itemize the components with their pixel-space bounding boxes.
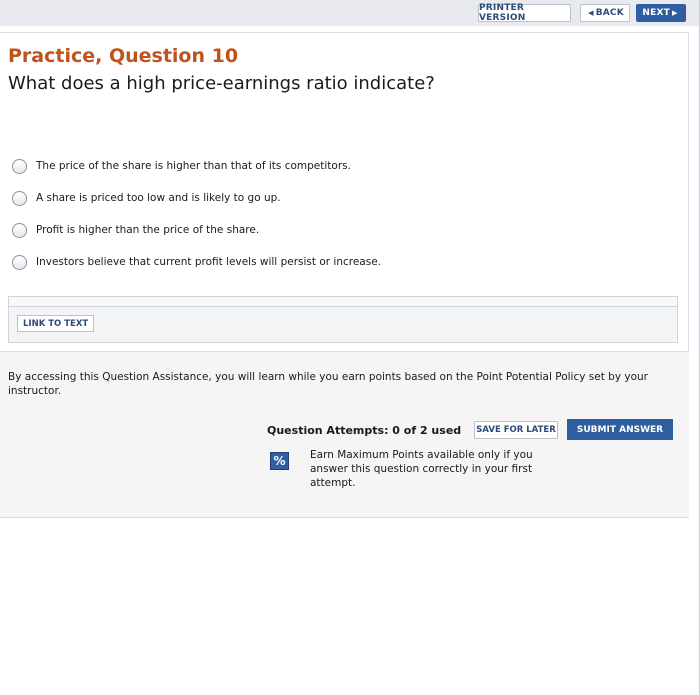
- top-toolbar: [0, 0, 700, 26]
- back-button-label: BACK: [595, 8, 624, 18]
- panel-header-strip: [9, 297, 677, 307]
- link-to-text-button[interactable]: LINK TO TEXT: [17, 315, 94, 332]
- answer-option-label: Investors believe that current profit levels will persist or increase.: [36, 256, 381, 268]
- answer-option[interactable]: [12, 254, 381, 270]
- answer-option[interactable]: [12, 158, 351, 174]
- next-button-label: NEXT: [642, 8, 670, 18]
- answer-option-label: Profit is higher than the price of the share.: [36, 224, 260, 236]
- answer-option-label: The price of the share is higher than that of its competitors.: [36, 160, 351, 172]
- question-title: Practice, Question 10: [8, 45, 239, 67]
- radio-button[interactable]: [12, 191, 27, 206]
- back-button[interactable]: [580, 4, 630, 22]
- radio-button[interactable]: [12, 159, 27, 174]
- assistance-notice: By accessing this Question Assistance, you will learn while you earn points based on the Point Potential Policy set by your instructor.: [8, 371, 649, 397]
- next-button[interactable]: [636, 4, 686, 22]
- question-attempts-label: Question Attempts: 0 of 2 used: [267, 424, 462, 437]
- save-for-later-button[interactable]: SAVE FOR LATER: [474, 421, 558, 439]
- next-arrow-icon: ▶: [671, 9, 678, 17]
- percent-icon: %: [270, 452, 289, 470]
- question-card: [0, 32, 689, 352]
- radio-button[interactable]: [12, 223, 27, 238]
- answer-option[interactable]: [12, 190, 281, 206]
- back-arrow-icon: ◀: [588, 9, 594, 17]
- question-text: What does a high price-earnings ratio indicate?: [8, 73, 435, 94]
- answer-option-label: A share is priced too low and is likely to go up.: [36, 192, 281, 204]
- submit-answer-button[interactable]: SUBMIT ANSWER: [567, 419, 673, 440]
- link-to-text-panel: [8, 296, 678, 343]
- answer-option[interactable]: [12, 222, 259, 238]
- max-points-note: Earn Maximum Points available only if you answer this question correctly in your first attempt.: [310, 449, 533, 489]
- radio-button[interactable]: [12, 255, 27, 270]
- printer-version-button[interactable]: PRINTER VERSION: [478, 4, 571, 22]
- question-assistance-panel: [0, 352, 689, 518]
